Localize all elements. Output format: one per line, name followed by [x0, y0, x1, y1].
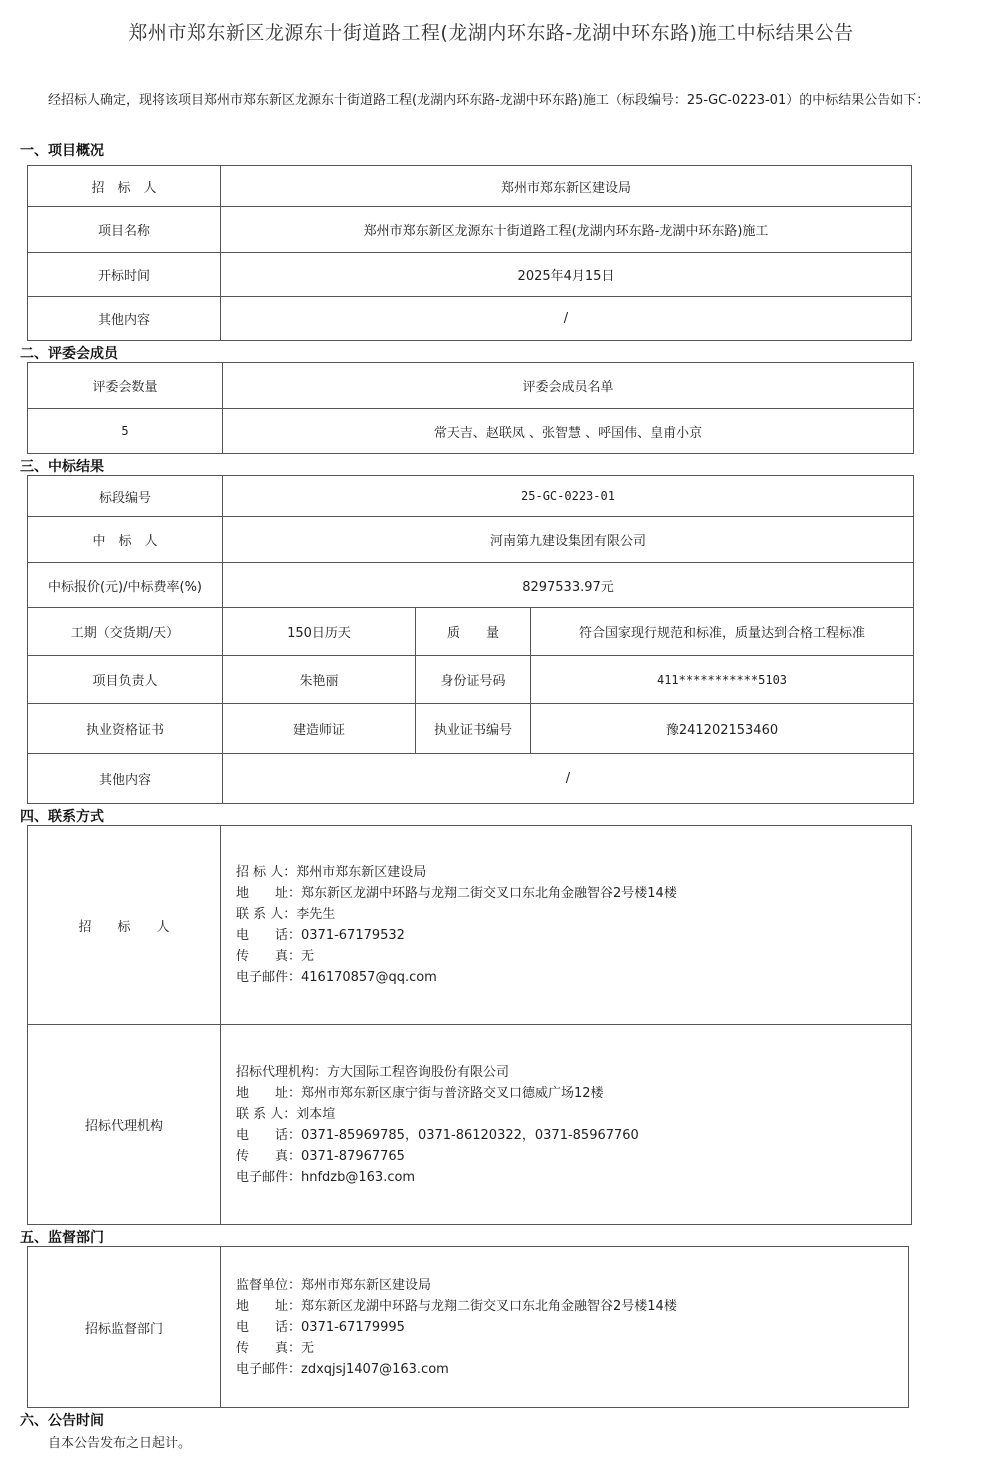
result-lot-value: 25-GC-0223-01	[223, 476, 914, 517]
supervision-line: 监督单位：郑州市郑东新区建设局	[236, 1277, 432, 1293]
section-heading-supervision: 五、监督部门	[20, 1230, 104, 1246]
contact-line: 地 址：郑州市郑东新区康宁街与普济路交叉口德威广场12楼	[236, 1085, 604, 1101]
overview-open-value: 2025年4月15日	[221, 253, 912, 297]
contact-line: 招标代理机构：方大国际工程咨询股份有限公司	[236, 1064, 510, 1080]
contact-line: 电 话：0371-67179532	[236, 928, 405, 943]
notice-time-text: 自本公告发布之日起计。	[48, 1436, 192, 1451]
contact-line: 传 真：无	[236, 949, 315, 964]
result-lot-label: 标段编号	[28, 476, 223, 517]
result-quality-value: 符合国家现行规范和标准，质量达到合格工程标准	[531, 608, 914, 656]
contact-line: 联 系 人：刘本塇	[236, 1106, 336, 1122]
section-heading-result: 三、中标结果	[20, 459, 104, 475]
section-heading-committee: 二、评委会成员	[20, 346, 118, 362]
result-cert-no-label: 执业证书编号	[416, 704, 531, 754]
committee-table	[27, 362, 914, 454]
committee-names-label: 评委会成员名单	[223, 363, 914, 409]
contacts-table	[27, 825, 912, 1225]
contact-line: 电子邮件：hnfdzb@163.com	[236, 1169, 416, 1185]
committee-count-value: 5	[28, 409, 223, 454]
supervision-line: 电 话：0371-67179995	[236, 1319, 405, 1335]
supervision-info	[221, 1247, 909, 1408]
result-manager-label: 项目负责人	[28, 656, 223, 704]
intro-paragraph	[20, 90, 970, 111]
supervision-line: 传 真：无	[236, 1340, 315, 1356]
supervision-line: 电子邮件：zdxqjsj1407@163.com	[236, 1361, 449, 1377]
overview-open-label: 开标时间	[28, 253, 221, 297]
supervision-line: 地 址：郑东新区龙湖中环路与龙翔二街交叉口东北角金融智谷2号楼14楼	[236, 1298, 677, 1314]
result-period-label: 工期（交货期/天）	[28, 608, 223, 656]
result-price-value: 8297533.97元	[223, 563, 914, 608]
contact-line: 招 标 人：郑州市郑东新区建设局	[236, 865, 427, 880]
overview-project-value: 郑州市郑东新区龙源东十街道路工程(龙湖内环东路-龙湖中环东路)施工	[221, 207, 912, 253]
contacts-agency-info	[221, 1025, 912, 1225]
result-period-value: 150日历天	[223, 608, 416, 656]
result-cert-label: 执业资格证书	[28, 704, 223, 754]
result-winner-label: 中 标 人	[28, 517, 223, 563]
section-heading-contacts: 四、联系方式	[20, 809, 104, 825]
supervision-label: 招标监督部门	[28, 1247, 221, 1408]
contacts-agency-label: 招标代理机构	[28, 1025, 221, 1225]
committee-names-value: 常天吉、赵联凤 、张智慧 、呼国伟、皇甫小京	[223, 409, 914, 454]
contact-line: 电 话：0371-85969785，0371-86120322，0371-85967760	[236, 1127, 639, 1143]
committee-count-label: 评委会数量	[28, 363, 223, 409]
contacts-tenderer-label: 招 标 人	[28, 826, 221, 1025]
overview-table	[27, 165, 912, 341]
result-other-value: /	[223, 754, 914, 804]
contact-line: 联 系 人：李先生	[236, 907, 336, 922]
overview-other-value: /	[221, 297, 912, 341]
page-title: 郑州市郑东新区龙源东十街道路工程(龙湖内环东路-龙湖中环东路)施工中标结果公告	[128, 22, 854, 44]
result-cert-value: 建造师证	[223, 704, 416, 754]
overview-other-label: 其他内容	[28, 297, 221, 341]
contact-line: 电子邮件：416170857@qq.com	[236, 970, 437, 985]
section-heading-notice-time: 六、公告时间	[20, 1413, 104, 1429]
section-heading-overview: 一、项目概况	[20, 143, 104, 159]
overview-project-label: 项目名称	[28, 207, 221, 253]
result-manager-value: 朱艳丽	[223, 656, 416, 704]
result-table	[27, 475, 914, 804]
overview-tenderer-label: 招 标 人	[28, 166, 221, 207]
result-cert-no-value: 豫241202153460	[531, 704, 914, 754]
overview-tenderer-value: 郑州市郑东新区建设局	[221, 166, 912, 207]
contact-line: 传 真：0371-87967765	[236, 1148, 405, 1164]
result-quality-label: 质 量	[416, 608, 531, 656]
result-winner-value: 河南第九建设集团有限公司	[223, 517, 914, 563]
contact-line: 地 址：郑东新区龙湖中环路与龙翔二街交叉口东北角金融智谷2号楼14楼	[236, 886, 677, 901]
result-price-label: 中标报价(元)/中标费率(%)	[28, 563, 223, 608]
result-id-label: 身份证号码	[416, 656, 531, 704]
supervision-table	[27, 1246, 909, 1408]
contacts-tenderer-info	[221, 826, 912, 1025]
result-other-label: 其他内容	[28, 754, 223, 804]
intro-text: 经招标人确定，现将该项目郑州市郑东新区龙源东十街道路工程(龙湖内环东路-龙湖中环东路)施工（标段编号：25-GC-0223-01）的中标结果公告如下：	[48, 93, 930, 108]
result-id-value: 411***********5103	[531, 656, 914, 704]
